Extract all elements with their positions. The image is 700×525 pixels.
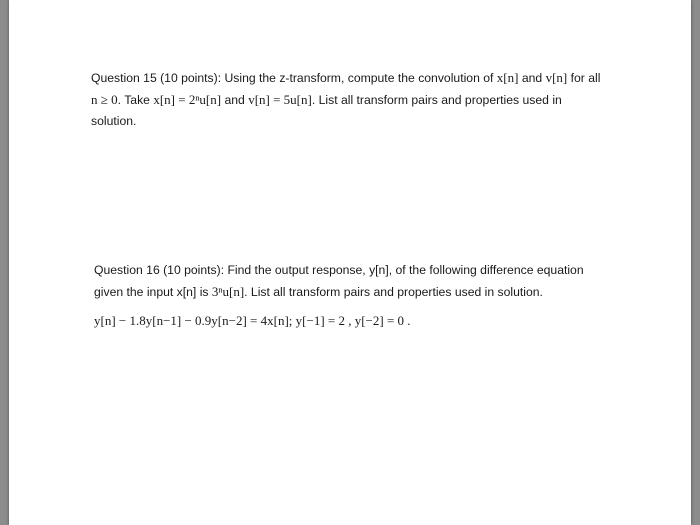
signal-x-label: x[n] [496, 70, 519, 85]
question-15-line-2 [91, 89, 631, 111]
input-signal: 3ⁿu[n] [211, 284, 245, 299]
signal-v-definition: v[n] = 5u[n] [248, 92, 312, 107]
conjunction: and [221, 93, 249, 107]
question-15-line-1 [91, 67, 631, 89]
signal-x-definition: x[n] = 2ⁿu[n] [153, 92, 222, 107]
question-16-input-text: given the input x[n] is [94, 285, 212, 299]
document-page [9, 0, 691, 525]
question-16-line-1: Question 16 (10 points): Find the output response, y[n], of the following difference equation [94, 263, 584, 277]
signal-v-label: v[n] [545, 70, 568, 85]
question-15-instructions: . List all transform pairs and properties used in [311, 93, 562, 107]
question-16-instructions: . List all transform pairs and properties used in solution. [244, 285, 543, 299]
question-15 [91, 67, 631, 132]
question-15-prompt: Question 15 (10 points): Using the z-transform, compute the convolution of [91, 71, 497, 85]
question-16-line-2 [94, 281, 634, 303]
question-15-line-1-end: for all [567, 71, 601, 85]
conjunction: and [518, 71, 546, 85]
difference-equation: y[n] − 1.8y[n−1] − 0.9y[n−2] = 4x[n]; y[−1] = 2 , y[−2] = 0 . [94, 313, 411, 328]
question-15-line-3: solution. [91, 114, 137, 128]
index-condition: n ≥ 0 [91, 92, 118, 107]
take-text: . Take [117, 93, 154, 107]
question-16 [94, 260, 634, 331]
